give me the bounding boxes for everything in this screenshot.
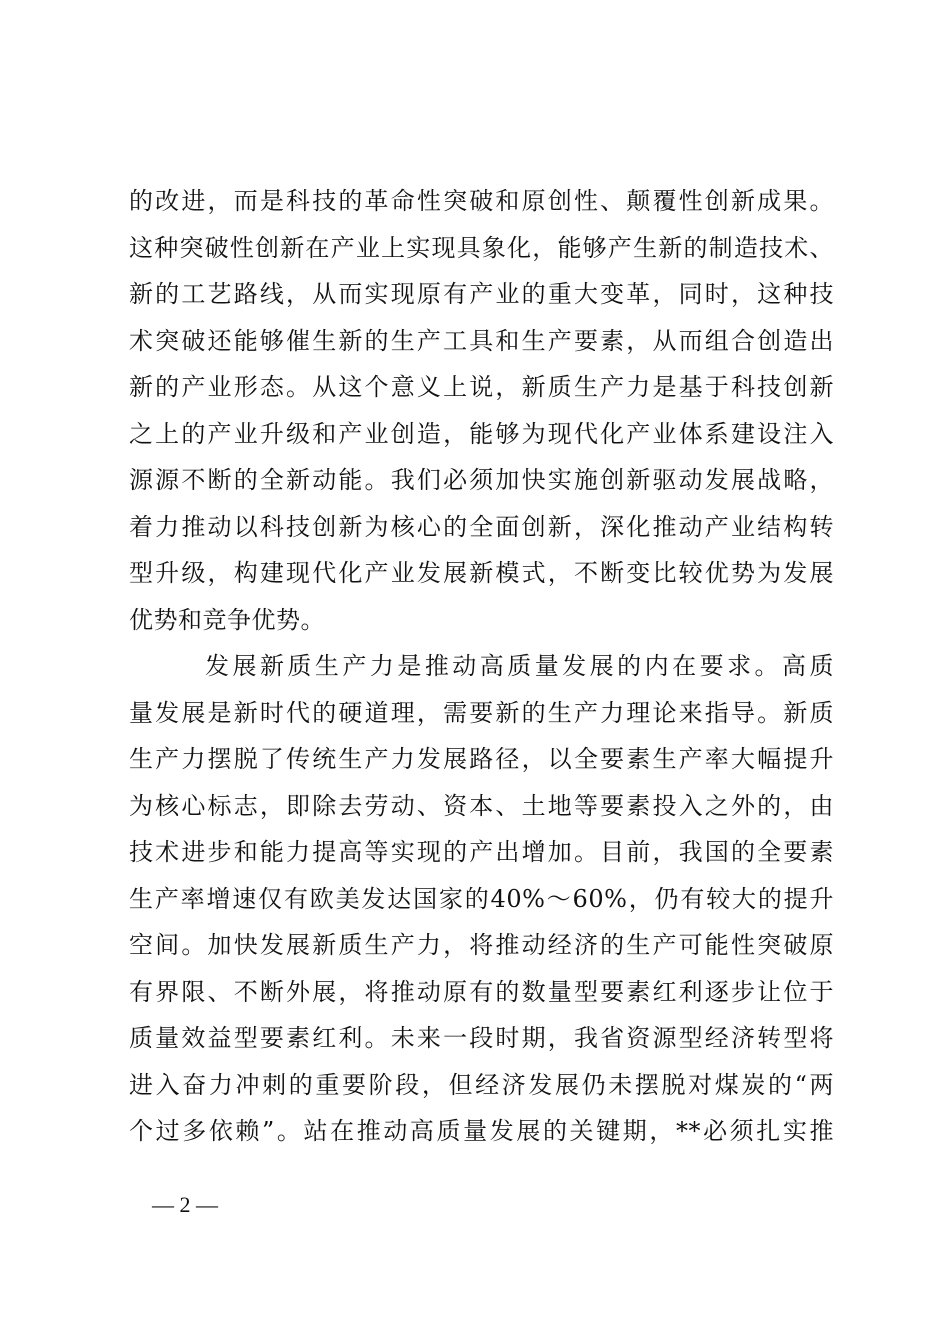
paragraph-1-line-8: 着力推动以科技创新为核心的全面创新，深化推动产业结构转: [129, 512, 834, 541]
paragraph-2-line-3: 生产力摆脱了传统生产力发展路径，以全要素生产率大幅提升: [129, 745, 834, 773]
paragraph-1-line-1: 的改进，而是科技的革命性突破和原创性、颠覆性创新成果。: [129, 187, 834, 215]
page-number: — 2 —: [152, 1192, 218, 1217]
paragraph-2-line-4: 为核心标志，即除去劳动、资本、土地等要素投入之外的，由: [129, 791, 834, 820]
paragraph-2-line-1: 发展新质生产力是推动高质量发展的内在要求。高质: [205, 652, 834, 680]
paragraph-2-line-9: 质量效益型要素红利。未来一段时期，我省资源型经济转型将: [129, 1024, 834, 1052]
paragraph-2-line-10: 进入奋力冲刺的重要阶段，但经济发展仍未摆脱对煤炭的“两: [129, 1070, 834, 1099]
paragraph-1-line-2: 这种突破性创新在产业上实现具象化，能够产生新的制造技术、: [129, 233, 834, 262]
paragraph-2-line-7: 空间。加快发展新质生产力，将推动经济的生产可能性突破原: [129, 931, 834, 959]
paragraph-2-line-5: 技术进步和能力提高等实现的产出增加。目前，我国的全要素: [129, 838, 834, 866]
body-text: [129, 178, 834, 1155]
paragraph-2-line-6: 生产率增速仅有欧美发达国家的40%～60%，仍有较大的提升: [129, 884, 834, 913]
paragraph-1-line-10: 优势和竞争优势。: [129, 605, 325, 634]
paragraph-1-line-5: 新的产业形态。从这个意义上说，新质生产力是基于科技创新: [129, 373, 834, 401]
paragraph-1-line-7: 源源不断的全新动能。我们必须加快实施创新驱动发展战略，: [129, 466, 834, 494]
paragraph-2-line-2: 量发展是新时代的硬道理，需要新的生产力理论来指导。新质: [129, 698, 834, 727]
paragraph-2-line-11: 个过多依赖”。站在推动高质量发展的关键期，**必须扎实推: [129, 1117, 834, 1145]
paragraph-1-line-6: 之上的产业升级和产业创造，能够为现代化产业体系建设注入: [129, 419, 834, 448]
paragraph-1-line-4: 术突破还能够催生新的生产工具和生产要素，从而组合创造出: [129, 326, 834, 355]
paragraph-1-line-9: 型升级，构建现代化产业发展新模式，不断变比较优势为发展: [129, 559, 834, 587]
paragraph-1-line-3: 新的工艺路线，从而实现原有产业的重大变革，同时，这种技: [129, 280, 834, 308]
paragraph-2-line-8: 有界限、不断外展，将推动原有的数量型要素红利逐步让位于: [129, 977, 834, 1006]
